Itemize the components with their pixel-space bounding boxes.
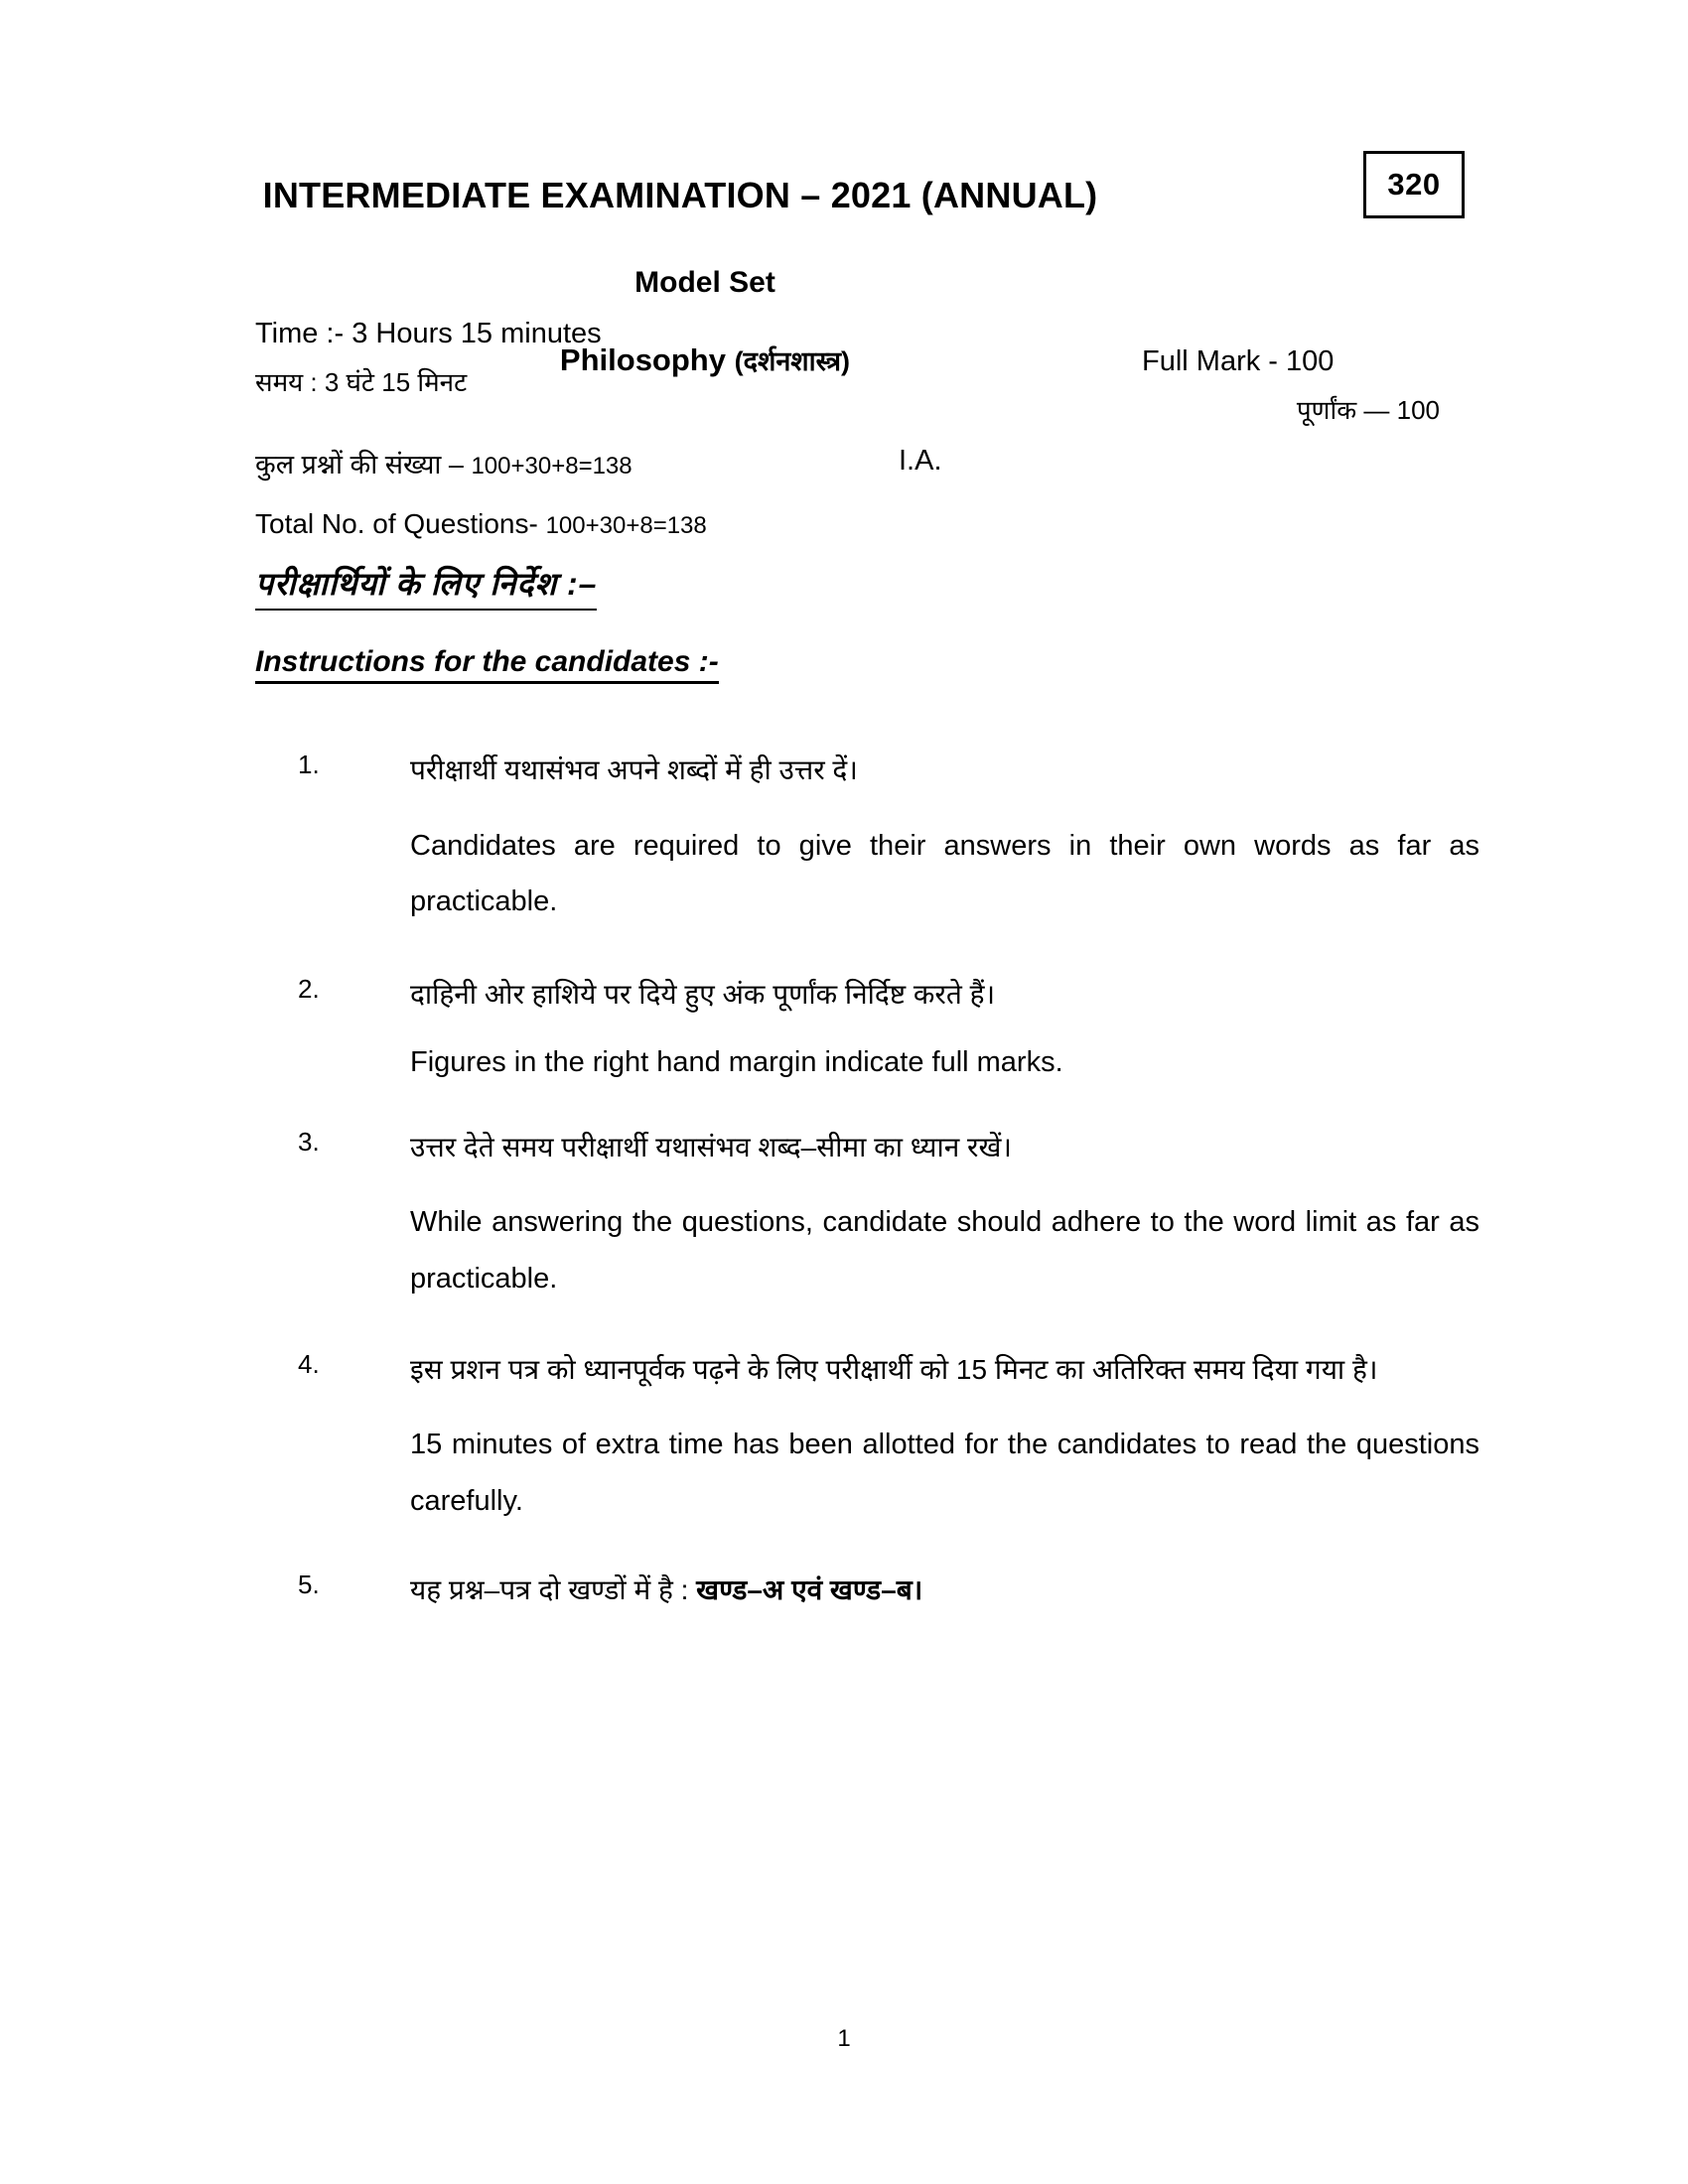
- total-questions-english-value: 100+30+8=138: [545, 512, 707, 539]
- time-hindi: समय : 3 घंटे 15 मिनट: [255, 367, 468, 397]
- instruction-text-english: 15 minutes of extra time has been allotted for the candidates to read the questions carefully.: [410, 1429, 1479, 1518]
- subject-line: [427, 341, 983, 378]
- instruction-text-hindi: इस प्रशन पत्र को ध्यानपूर्वक पढ़ने के लिए परीक्षार्थी को 15 मिनट का अतिरिक्त समय दिया गया है।: [410, 1353, 1378, 1385]
- instruction-body: [410, 974, 1479, 1090]
- time-english: Time :- 3 Hours 15 minutes: [255, 318, 602, 349]
- total-questions-hindi: [255, 445, 633, 481]
- instruction-spacer: [298, 1321, 1479, 1349]
- model-set-label: Model Set: [634, 266, 775, 299]
- instruction-item: [298, 1127, 1479, 1307]
- instruction-item: [298, 974, 1479, 1090]
- instruction-item: [298, 1570, 1479, 1612]
- full-mark-hindi: पूर्णांक — 100: [1296, 395, 1440, 425]
- instruction-item: [298, 750, 1479, 930]
- instruction-text-hindi-plain: यह प्रश्न–पत्र दो खण्डों में है :: [410, 1573, 697, 1605]
- instruction-number: 3.: [298, 1126, 320, 1157]
- instruction-text-hindi: दाहिनी ओर हाशिये पर दिये हुए अंक पूर्णांक निर्दिष्ट करते हैं।: [410, 979, 996, 1011]
- paper-code-box: [1363, 151, 1465, 218]
- instruction-text-english: Figures in the right hand margin indicate full marks.: [410, 1045, 1063, 1078]
- paper-code-value: 320: [1387, 167, 1441, 202]
- instruction-body: [410, 750, 1479, 930]
- total-questions-english: [255, 508, 707, 540]
- instruction-spacer: [298, 944, 1479, 974]
- instruction-text-hindi: उत्तर देते समय परीक्षार्थी यथासंभव शब्द–सीमा का ध्यान रखें।: [410, 1131, 1013, 1162]
- instruction-text-english: While answering the questions, candidate should adhere to the word limit as far as practicable.: [410, 1206, 1479, 1295]
- page-number: 1: [837, 2025, 851, 2052]
- total-questions-hindi-label: कुल प्रश्नों की संख्या –: [255, 450, 472, 479]
- instruction-text-hindi: परीक्षार्थी यथासंभव अपने शब्दों में ही उत्तर दें।: [410, 754, 858, 785]
- instruction-number: 2.: [298, 974, 320, 1005]
- full-mark-english: Full Mark - 100: [1142, 345, 1335, 377]
- total-questions-hindi-value: 100+30+8=138: [471, 453, 633, 479]
- instructions-heading-english: Instructions for the candidates :-: [255, 645, 719, 684]
- instruction-number: 5.: [298, 1569, 320, 1599]
- instruction-spacer: [298, 1544, 1479, 1570]
- instruction-body: [410, 1349, 1479, 1530]
- instruction-text-hindi-bold: खण्ड–अ एवं खण्ड–ब।: [696, 1573, 923, 1605]
- instruction-number: 1.: [298, 750, 320, 779]
- paper-type-label: I.A.: [899, 445, 942, 477]
- instruction-spacer: [298, 1105, 1479, 1127]
- instruction-body: [410, 1127, 1479, 1307]
- total-questions-english-label: Total No. of Questions-: [255, 508, 546, 539]
- instruction-number: 4.: [298, 1348, 320, 1379]
- exam-title: INTERMEDIATE EXAMINATION – 2021 (ANNUAL): [262, 175, 1098, 215]
- instruction-text-english: Candidates are required to give their answers in their own words as far as practicable.: [410, 829, 1479, 918]
- instructions-heading-hindi: परीक्षार्थियों के लिए निर्देश :–: [255, 562, 597, 611]
- instruction-item: [298, 1349, 1479, 1530]
- instruction-text-hindi: [410, 1570, 1479, 1612]
- instruction-body: [410, 1570, 1479, 1612]
- instructions-list: [298, 750, 1479, 1638]
- subject-name-english: Philosophy: [559, 342, 726, 377]
- subject-name-hindi: (दर्शनशास्त्र): [734, 346, 851, 376]
